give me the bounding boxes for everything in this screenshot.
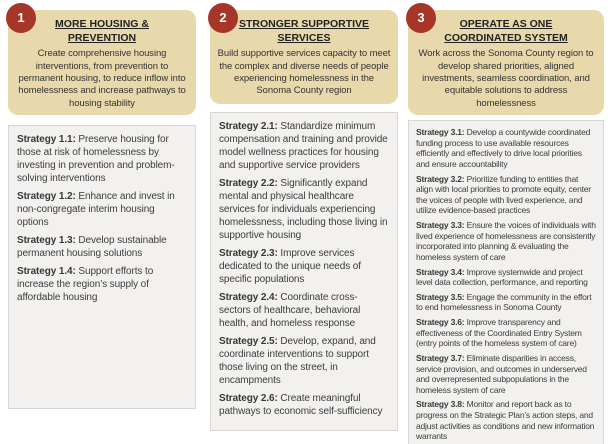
strategy-label: Strategy 2.4: (219, 292, 278, 303)
strategy-text: Standardize minimum compensation and training and provide model wellness practices for housing and supportive service providers (219, 121, 388, 171)
strategy-label: Strategy 3.6: (416, 317, 465, 327)
goal-column-3 (408, 10, 604, 444)
strategy-item-3-6 (416, 317, 596, 349)
strategy-label: Strategy 2.3: (219, 248, 278, 259)
strategy-label: Strategy 3.7: (416, 352, 465, 363)
strategy-text: Eliminate disparities in access, service provision, and outcomes in underserved and overrepresented subpopulations in the homeless system of care (416, 352, 587, 395)
goal-title-1: MORE HOUSING & PREVENTION (55, 18, 149, 44)
strategy-item-3-1 (416, 127, 596, 170)
strategy-item-1-3 (17, 234, 187, 260)
strategy-item-2-4 (219, 291, 389, 330)
strategy-item-3-7 (416, 353, 596, 396)
goal-description-3: Work across the Sonoma County region to develop shared priorities, aligned investments, seamless coordination, and equitable solutions to address homelessness (418, 48, 594, 109)
strategy-label: Strategy 2.5: (219, 336, 278, 347)
goal-title-2: STRONGER SUPPORTIVE SERVICES (238, 18, 370, 44)
strategy-item-3-8 (416, 399, 596, 442)
strategy-label: Strategy 1.2: (17, 191, 76, 202)
strategy-label: Strategy 2.1: (219, 121, 278, 132)
strategy-label: Strategy 3.5: (416, 291, 465, 302)
strategy-text: Significantly expand mental and physical healthcare services for individuals experiencing homelessness, including those living in supportive housing (219, 178, 388, 241)
strategy-item-1-1 (17, 133, 187, 185)
strategy-item-3-3 (416, 220, 596, 263)
strategy-item-2-5 (219, 335, 389, 387)
strategies-panel-2 (210, 112, 398, 431)
strategy-text: Enhance and invest in non-congregate interim housing options (17, 191, 175, 228)
strategies-panel-3 (408, 120, 604, 444)
strategy-text: Create meaningful pathways to economic self-sufficiency (219, 393, 383, 417)
strategy-label: Strategy 3.2: (416, 173, 465, 184)
strategy-item-1-4 (17, 265, 187, 304)
goal-column-2 (210, 10, 398, 431)
strategy-text: Improve systemwide and project level data collection, performance, and reporting (416, 266, 588, 288)
strategy-label: Strategy 1.3: (17, 235, 76, 246)
strategy-text: Support efforts to increase the region’s supply of affordable housing (17, 266, 154, 303)
strategy-item-2-2 (219, 177, 389, 242)
strategy-label: Strategy 2.2: (219, 178, 278, 189)
strategy-text: Improve transparency and effectiveness of the Coordinated Entry System (entry points of the homeless system of care) (416, 317, 582, 349)
step-number-badge-1: 1 (6, 3, 36, 33)
strategy-label: Strategy 1.1: (17, 134, 76, 145)
strategy-label: Strategy 3.8: (416, 399, 465, 410)
strategy-text: Develop a countywide coordinated funding process to use available resources efficiently and effectively to drive local priorities and ensure accountability (416, 127, 591, 169)
strategy-label: Strategy 3.3: (416, 220, 465, 230)
goal-description-1: Create comprehensive housing interventions, from prevention to permanent housing, to reduce inflow into homelessness and increase pathways to housing stability (18, 48, 186, 109)
strategies-panel-1 (8, 125, 196, 409)
goal-header-2 (210, 10, 398, 104)
strategy-text: Improve services dedicated to the unique needs of specific populations (219, 248, 361, 285)
goal-title-3: OPERATE AS ONE COORDINATED SYSTEM (444, 18, 568, 44)
goal-header-3 (408, 10, 604, 115)
strategy-text: Prioritize funding to entities that align with local priorities to promote equity, center the voices of people with lived experience, and utilize evidence-based practices (416, 173, 591, 216)
strategy-item-3-2 (416, 174, 596, 217)
strategy-text: Develop sustainable permanent housing solutions (17, 235, 167, 259)
strategy-item-2-1 (219, 120, 389, 172)
strategy-text: Ensure the voices of individuals with lived experience of homelessness are consistently incorporated into planning & evaluating the homeless system of care (416, 220, 596, 262)
strategy-item-2-6 (219, 392, 389, 418)
goal-header-1 (8, 10, 196, 115)
strategy-label: Strategy 3.4: (416, 266, 465, 277)
strategy-text: Coordinate cross-sectors of healthcare, behavioral health, and homeless response (219, 292, 361, 329)
strategy-label: Strategy 3.1: (416, 127, 465, 137)
step-number-badge-2: 2 (208, 3, 238, 33)
strategy-text: Develop, expand, and coordinate interventions to support those living on the street, in encampments (219, 336, 376, 386)
step-number-badge-3: 3 (406, 3, 436, 33)
goal-column-1 (8, 10, 196, 409)
strategy-label: Strategy 2.6: (219, 393, 278, 404)
strategy-item-1-2 (17, 190, 187, 229)
strategy-text: Engage the community in the effort to end homelessness in Sonoma County (416, 291, 592, 313)
strategy-item-3-4 (416, 267, 596, 288)
strategy-label: Strategy 1.4: (17, 266, 76, 277)
strategy-item-3-5 (416, 292, 596, 313)
strategy-item-2-3 (219, 247, 389, 286)
strategy-text: Monitor and report back as to progress on the Strategic Plan’s action steps, and adjust activities as conditions and new information warrants (416, 399, 595, 442)
goal-description-2: Build supportive services capacity to meet the complex and diverse needs of people experiencing homelessness in the Sonoma County region (217, 48, 391, 97)
strategy-text: Preserve housing for those at risk of homelessness by investing in prevention and problem-solving interventions (17, 134, 175, 184)
